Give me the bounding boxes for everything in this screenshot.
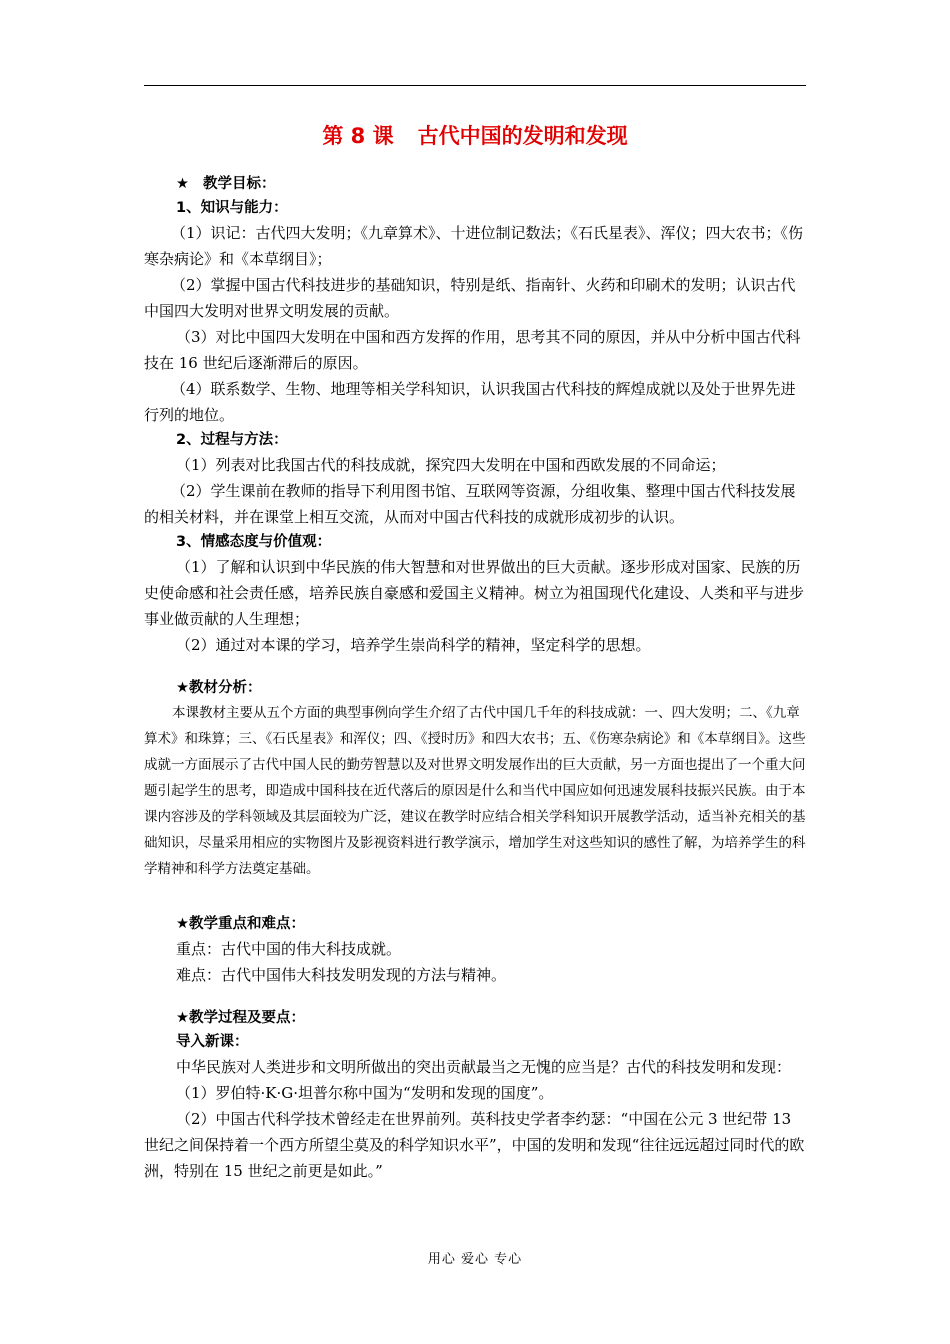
difficult-point: 难点：古代中国伟大科技发明发现的方法与精神。 [176,966,507,984]
objectives-heading: ★ 教学目标： [144,172,806,196]
paragraph: （2）通过对本课的学习，培养学生崇尚科学的精神，坚定科学的思想。 [176,636,651,654]
page-title [144,118,806,154]
page-footer: 用心 爱心 专心 [427,1252,523,1267]
lesson-name: 古代中国的发明和发现 [417,124,628,148]
process-heading: ★教学过程及要点： [176,1010,305,1026]
lesson-number: 第 8 课 [322,124,394,148]
section-heading: 1、知识与能力： [176,200,288,216]
analysis-heading: ★教材分析： [176,680,262,696]
paragraph: （2）学生课前在教师的指导下利用图书馆、互联网等资源，分组收集、整理中国古代科技发展的相关材料，并在课堂上相互交流，从而对中国古代科技的成就形成初步的认识。 [144,482,796,526]
paragraph: （1）识记：古代四大发明；《九章算术》、十进位制记数法；《石氏星表》、浑仪；四大农书；《伤寒杂病论》和《本草纲目》； [144,224,804,268]
paragraph: （2）掌握中国古代科技进步的基础知识，特别是纸、指南针、火药和印刷术的发明；认识古代中国四大发明对世界文明发展的贡献。 [144,276,796,320]
section-heading: 3、情感态度与价值观： [176,534,332,550]
paragraph: （3）对比中国四大发明在中国和西方发挥的作用，思考其不同的原因，并从中分析中国古代科技在 16 世纪后逐渐滞后的原因。 [144,328,801,372]
paragraph: （4）联系数学、生物、地理等相关学科知识，认识我国古代科技的辉煌成就以及处于世界先进行列的地位。 [144,380,796,424]
key-point: 重点：古代中国的伟大科技成就。 [176,940,402,958]
intro-heading: 导入新课： [176,1034,249,1050]
paragraph: （2）中国古代科学技术曾经走在世界前列。英科技史学者李约瑟：“中国在公元 3 世纪带 13 世纪之间保持着一个西方所望尘莫及的科学知识水平”，中国的发明和发现“往往远远超过同时代的欧洲，特别在 15 世纪之前更是如此。” [144,1110,805,1180]
key-points-heading: ★教学重点和难点： [176,916,305,932]
header-rule [144,85,806,86]
paragraph: （1）罗伯特·K·G·坦普尔称中国为“发明和发现的国度”。 [176,1084,554,1102]
star-icon: ★ [176,176,189,192]
document-body [144,118,806,1184]
paragraph: 中华民族对人类进步和文明所做出的突出贡献最当之无愧的应当是？古代的科技发明和发现： [176,1058,792,1076]
paragraph: （1）了解和认识到中华民族的伟大智慧和对世界做出的巨大贡献。逐步形成对国家、民族的历史使命感和社会责任感，培养民族自豪感和爱国主义精神。树立为祖国现代化建设、人类和平与进步事业做贡献的人生理想； [144,558,805,628]
analysis-text: 本课教材主要从五个方面的典型事例向学生介绍了古代中国几千年的科技成就：一、四大发明；二、《九章算术》和珠算；三、《石氏星表》和浑仪；四、《授时历》和四大农书；五、《伤寒杂病论》和《本草纲目》。这些成就一方面展示了古代中国人民的勤劳智慧以及对世界文明发展作出的巨大贡献，另一方面也提出了一个重大问题引起学生的思考，即造成中国科技在近代落后的原因是什么和当代中国应如何迅速发展科技振兴民族。由于本课内容涉及的学科领域及其层面较为广泛，建议在教学时应结合相关学科知识开展教学活动，适当补充相关的基础知识，尽量采用相应的实物图片及影视资料进行教学演示，增加学生对这些知识的感性了解，为培养学生的科学精神和科学方法奠定基础。 [144,705,806,877]
section-heading: 2、过程与方法： [176,432,288,448]
paragraph: （1）列表对比我国古代的科技成就，探究四大发明在中国和西欧发展的不同命运； [176,456,726,474]
